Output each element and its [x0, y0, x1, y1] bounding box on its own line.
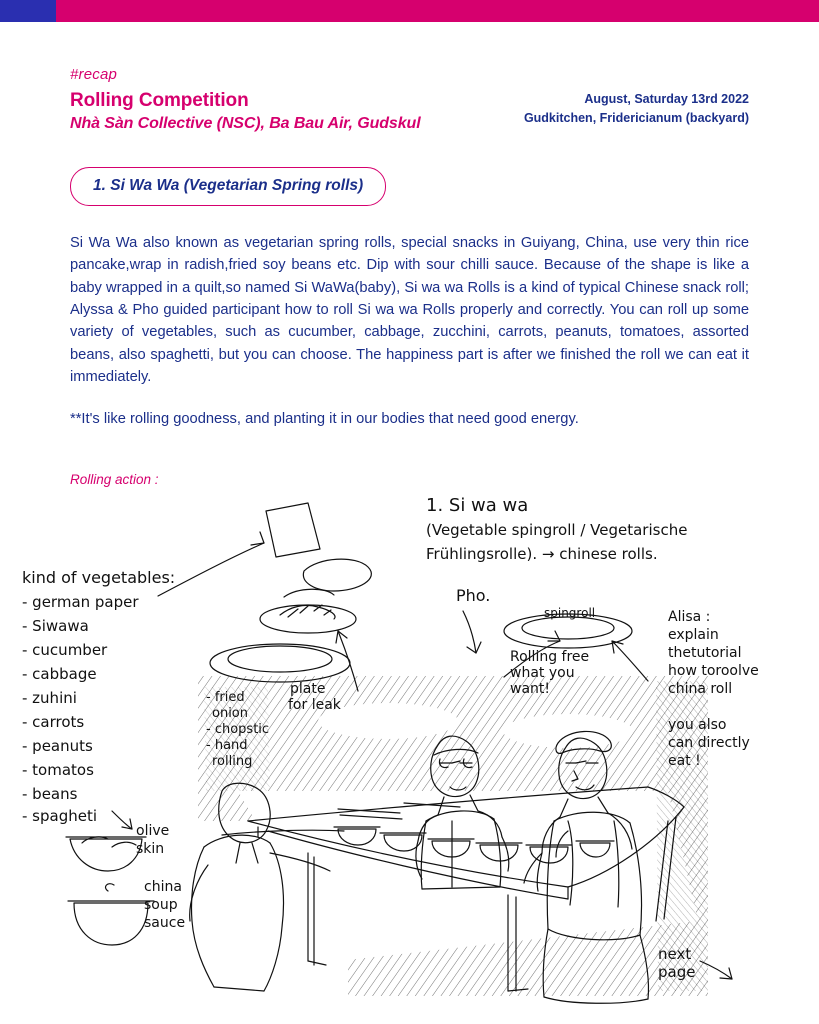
hand-drawn-sketch-svg [8, 491, 778, 1011]
sketch-label-spring: spingroll [544, 606, 596, 621]
body-note: **It's like rolling goodness, and planting it in our bodies that need good energy. [70, 411, 579, 428]
sketch-label-fried-2: - chopstic [206, 722, 270, 738]
sketch-list-item-3: - cabbage [22, 665, 97, 684]
top-bar-pink-segment [56, 0, 819, 22]
sketch-label-fried-0: - fried [206, 690, 245, 706]
sketch-label-direct-0: you also [668, 717, 727, 734]
document-header [70, 66, 749, 133]
sketch-label-sauce-line3: sauce [144, 915, 186, 932]
sketch-list-item-5: - carrots [22, 713, 85, 732]
recap-tag: #recap [70, 66, 118, 83]
sketch-label-alisa-4: china roll [668, 681, 733, 698]
sketch-label-pho: Pho. [456, 586, 491, 606]
body-paragraph: Si Wa Wa also known as vegetarian spring rolls, special snacks in Guiyang, China, use very thin rice pancake,wrap in radish,fried soy beans etc. Dip with sour chilli sauce. Because of the shape is like a baby wrapped in a quilt,so named Si WaWa(baby), Si wa wa Rolls is a kind of typical Chinese snack roll; Alyssa & Pho guided participant how to roll Si wa wa Rolls properly and correctly. You can roll up some variety of vegetables, such as cucumber, cabbage, zucchini, carrots, peanuts, tomatoes, assorted beans, also spaghetti, but you can choose. The happiness part is after we finished the roll we can eat it immediately. [70, 235, 749, 386]
top-bar-blue-segment [0, 0, 56, 22]
sketch-label-sauce-line1: china [144, 879, 182, 896]
sketch-label-direct-1: can directly [668, 735, 750, 752]
sketch-list-item-0: - german paper [22, 593, 139, 612]
header-left [70, 66, 421, 133]
sketch-illustration [8, 491, 778, 1011]
sketch-label-plate-line2: for leak [288, 697, 341, 714]
sketch-label-fried-1: onion [212, 706, 248, 722]
sketch-title-line3: Frühlingsrolle). → chinese rolls. [426, 545, 658, 564]
top-color-bar [0, 0, 819, 22]
section-title-pill: 1. Si Wa Wa (Vegetarian Spring rolls) [70, 167, 386, 206]
sketch-label-alisa-0: Alisa : [668, 609, 711, 626]
sketch-list-item-1: - Siwawa [22, 617, 89, 636]
sketch-label-plate-line1: plate [290, 681, 326, 698]
page-title: Rolling Competition [70, 90, 249, 111]
sketch-label-next-page-0: next [658, 945, 692, 964]
rolling-action-label: Rolling action : [70, 472, 159, 488]
sketch-label-rolling-2: want! [510, 681, 551, 698]
event-date: August, Saturday 13rd 2022 [584, 92, 749, 106]
sketch-label-next-page-1: page [658, 963, 696, 982]
sketch-label-fried-3: - hand [206, 738, 248, 754]
sketch-label-direct-2: eat ! [668, 753, 701, 770]
sketch-label-olive-line1: olive [136, 823, 170, 840]
sketch-title-line1: 1. Si wa wa [426, 495, 529, 517]
sketch-label-rolling-1: what you [510, 665, 575, 682]
header-right [524, 90, 749, 129]
event-location: Gudkitchen, Fridericianum (backyard) [523, 111, 749, 126]
sketch-label-alisa-2: thetutorial [668, 645, 742, 662]
page-content [0, 66, 819, 1011]
sketch-label-alisa-1: explain [668, 627, 719, 644]
sketch-list-item-4: - zuhini [22, 689, 77, 708]
sketch-label-sauce-line2: soup [144, 897, 178, 914]
sketch-label-fried-4: rolling [212, 754, 253, 770]
sketch-title-line2: (Vegetable spingroll / Vegetarische [426, 521, 688, 540]
sketch-list-heading: kind of vegetables: [22, 568, 176, 588]
sketch-list-item-7: - tomatos [22, 761, 94, 780]
sketch-label-alisa-3: how toroolve [668, 663, 759, 680]
sketch-list-item-2: - cucumber [22, 641, 108, 660]
sketch-label-rolling-0: Rolling free [510, 649, 590, 666]
sketch-list-item-9: - spagheti [22, 807, 98, 826]
sketch-list-item-6: - peanuts [22, 737, 93, 756]
page-subtitle: Nhà Sàn Collective (NSC), Ba Bau Air, Gudskul [70, 115, 421, 132]
sketch-label-olive-line2: skin [136, 841, 165, 858]
sketch-list-item-8: - beans [22, 785, 78, 804]
